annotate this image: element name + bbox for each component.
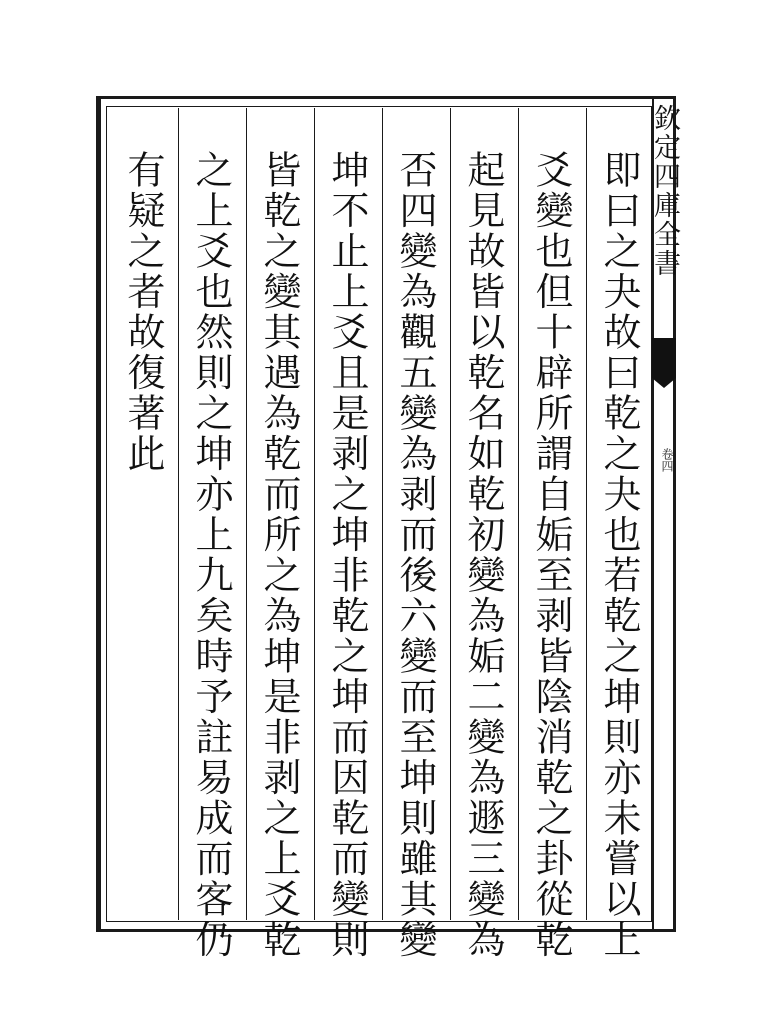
column-rule xyxy=(450,108,451,920)
text-column-1: 即曰之夬故曰乾之夬也若乾之坤則亦未嘗以上 xyxy=(597,150,641,960)
column-rule xyxy=(518,108,519,920)
text-column-3: 起見故皆以乾名如乾初變為姤二變為遯三變為 xyxy=(461,150,505,960)
column-rule xyxy=(382,108,383,920)
text-column-4: 否四變為觀五變為剥而後六變而至坤則雖其變 xyxy=(393,150,437,960)
column-rule xyxy=(586,108,587,920)
text-column-5: 坤不止上爻且是剥之坤非乾之坤而因乾而變則 xyxy=(325,150,369,960)
column-rule xyxy=(314,108,315,920)
column-rule xyxy=(178,108,179,920)
fish-tail-mark xyxy=(652,338,676,378)
margin-title: 欽定四庫全書 xyxy=(649,104,680,278)
column-rule xyxy=(246,108,247,920)
text-column-6: 皆乾之變其遇為乾而所之為坤是非剥之上爻乾 xyxy=(257,150,301,960)
text-column-8: 有疑之者故復著此 xyxy=(121,150,165,474)
text-column-7: 之上爻也然則之坤亦上九矣時予註易成而客仍 xyxy=(189,150,233,960)
text-column-2: 爻變也但十辟所謂自姤至剥皆陰消乾之卦從乾 xyxy=(529,150,573,960)
margin-volume: 卷四 xyxy=(660,448,674,472)
